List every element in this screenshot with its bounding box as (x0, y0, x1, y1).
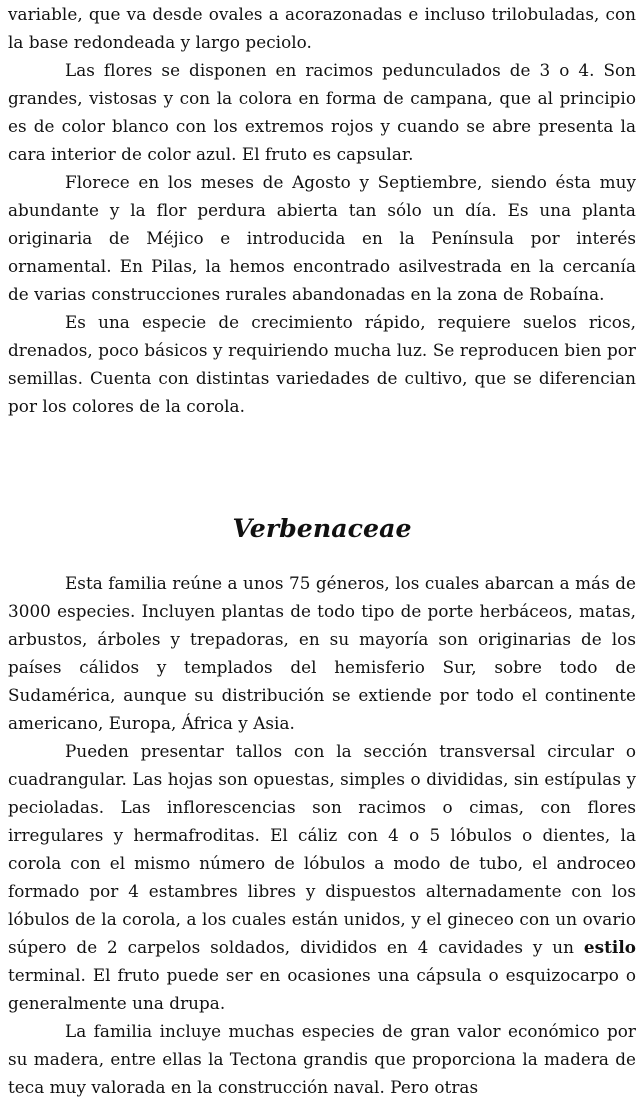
paragraph-economic-value: La familia incluye muchas especies de gran valor económico por su madera, entre ellas la Tectona grandis que proporciona la madera de teca muy valorada en la construcción naval. Pero otras (8, 1021, 636, 1097)
term-estilo: estilo (583, 937, 636, 957)
section-heading: Verbenaceae (232, 513, 412, 543)
document-page (8, 0, 636, 1101)
paragraph-flowering: Florece en los meses de Agosto y Septiembre, siendo ésta muy abundante y la flor perdura abierta tan sólo un día. Es una planta originaria de Méjico e introducida en la Península por interés ornamental. En Pilas, la hemos encontrado asilvestrada en la cercanía de varias construcciones rurales abandonadas en la zona de Robaína. (8, 172, 636, 304)
morphology-text-end: terminal. El fruto puede ser en ocasiones una cápsula o esquizocarpo o generalmente una drupa. (8, 965, 636, 1013)
paragraph-morphology (8, 737, 636, 1017)
paragraph-flowers: Las flores se disponen en racimos pedunculados de 3 o 4. Son grandes, vistosas y con la colora en forma de campana, que al principio es de color blanco con los extremos rojos y cuando se abre presenta la cara interior de color azul. El fruto es capsular. (8, 60, 636, 164)
morphology-text-start: Pueden presentar tallos con la sección transversal circular o cuadrangular. Las hojas son opuestas, simples o divididas, sin estípulas y pecioladas. Las inflorescencias son racimos o cimas, con flores irregulares y hermafroditas. El cáliz con 4 o 5 lóbulos o dientes, la corola con el mismo número de lóbulos a modo de tubo, el androceo formado por 4 estambres libres y dispuestos alternadamente con los lóbulos de la corola, a los cuales están unidos, y el gineceo con un ovario súpero de 2 carpelos soldados, divididos en 4 cavidades y un (8, 741, 636, 957)
paragraph-leaf-description: variable, que va desde ovales a acorazonadas e incluso trilobuladas, con la base redondeada y largo peciolo. (8, 4, 636, 52)
paragraph-family-overview: Esta familia reúne a unos 75 géneros, los cuales abarcan a más de 3000 especies. Incluyen plantas de todo tipo de porte herbáceos, matas, arbustos, árboles y trepadoras, en su mayoría son originarias de los países cálidos y templados del hemisferio Sur, sobre todo de Sudamérica, aunque su distribución se extiende por todo el continente americano, Europa, África y Asia. (8, 573, 636, 733)
paragraph-growth: Es una especie de crecimiento rápido, requiere suelos ricos, drenados, poco básicos y requiriendo mucha luz. Se reproducen bien por semillas. Cuenta con distintas variedades de cultivo, que se diferencian por los colores de la corola. (8, 312, 636, 416)
